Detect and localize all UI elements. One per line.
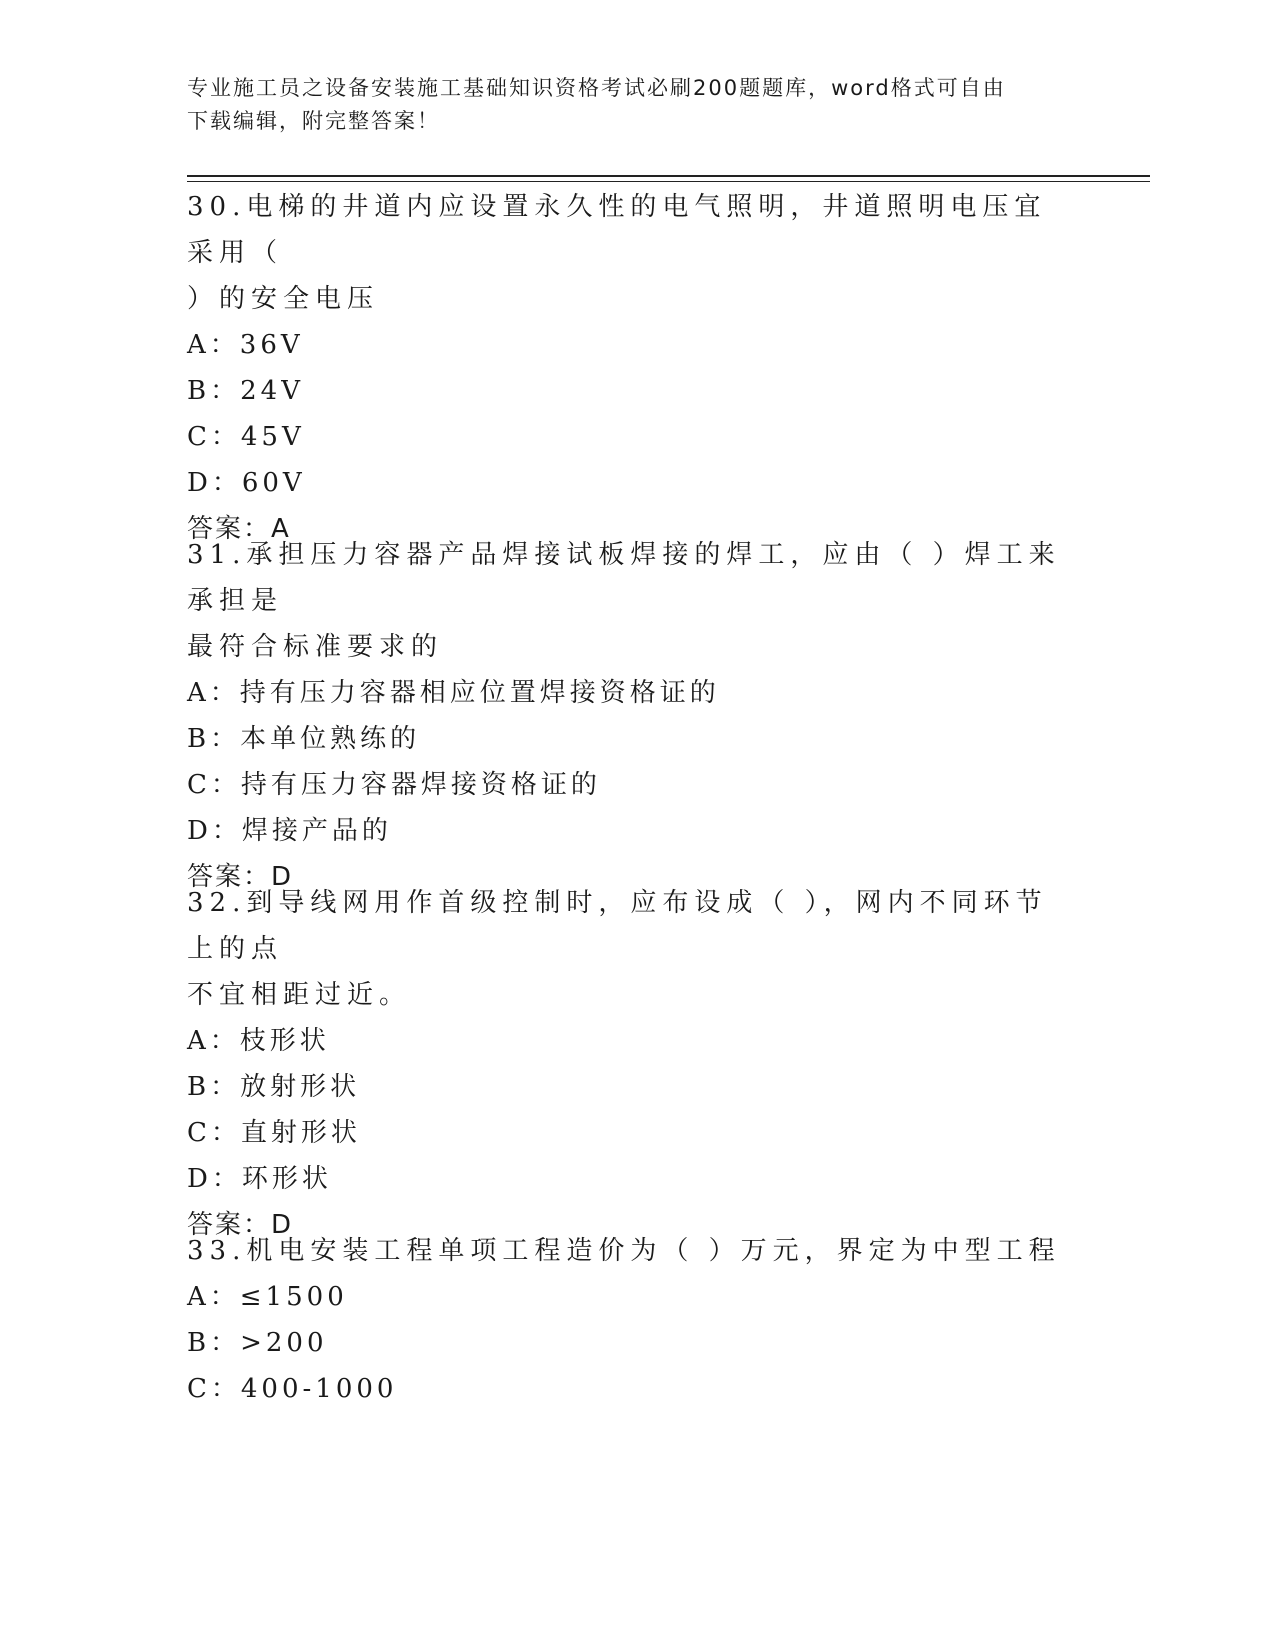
question-stem-line: 不宜相距过近。 xyxy=(187,980,412,1010)
option-a: A：持有压力容器相应位置焊接资格证的 xyxy=(187,678,720,708)
option-b: B：>200 xyxy=(187,1328,328,1358)
question-stem-line: 33.机电安装工程单项工程造价为（ ）万元，界定为中型工程 xyxy=(187,1236,1061,1266)
document-header xyxy=(187,72,1067,138)
header-title-line2: 下载编辑，附完整答案！ xyxy=(187,109,440,133)
option-a: A：≤1500 xyxy=(187,1282,348,1312)
answer-line: 答案：A xyxy=(187,514,291,544)
question-31 xyxy=(187,532,1067,900)
option-b: B：本单位熟练的 xyxy=(187,724,421,754)
answer-line: 答案：D xyxy=(187,862,294,892)
option-a: A：枝形状 xyxy=(187,1026,330,1056)
question-32 xyxy=(187,880,1067,1248)
option-c: C：直射形状 xyxy=(187,1118,361,1148)
header-divider-thick xyxy=(187,175,1150,177)
header-title-line1: 专业施工员之设备安装施工基础知识资格考试必刷200题题库，word格式可自由 xyxy=(187,76,1006,100)
question-33 xyxy=(187,1228,1067,1412)
option-c: C：45V xyxy=(187,422,305,452)
option-b: B：放射形状 xyxy=(187,1072,361,1102)
question-stem xyxy=(187,532,1067,670)
question-stem-line: 30.电梯的井道内应设置永久性的电气照明，井道照明电压宜采用（ xyxy=(187,192,1047,268)
option-b: B：24V xyxy=(187,376,304,406)
option-a: A：36V xyxy=(187,330,304,360)
header-divider-thin xyxy=(187,181,1150,182)
option-d: D：环形状 xyxy=(187,1164,332,1194)
question-stem-line: 最符合标准要求的 xyxy=(187,632,444,662)
question-30 xyxy=(187,184,1067,552)
question-stem xyxy=(187,1228,1067,1274)
option-d: D：焊接产品的 xyxy=(187,816,392,846)
option-c: C：持有压力容器焊接资格证的 xyxy=(187,770,601,800)
option-c: C：400-1000 xyxy=(187,1374,398,1404)
question-stem xyxy=(187,880,1067,1018)
option-d: D：60V xyxy=(187,468,306,498)
question-stem-line: ）的安全电压 xyxy=(187,284,380,314)
question-stem xyxy=(187,184,1067,322)
answer-line: 答案：D xyxy=(187,1210,294,1240)
question-stem-line: 32.到导线网用作首级控制时，应布设成（ ），网内不同环节上的点 xyxy=(187,888,1048,964)
question-stem-line: 31.承担压力容器产品焊接试板焊接的焊工，应由（ ）焊工来承担是 xyxy=(187,540,1061,616)
